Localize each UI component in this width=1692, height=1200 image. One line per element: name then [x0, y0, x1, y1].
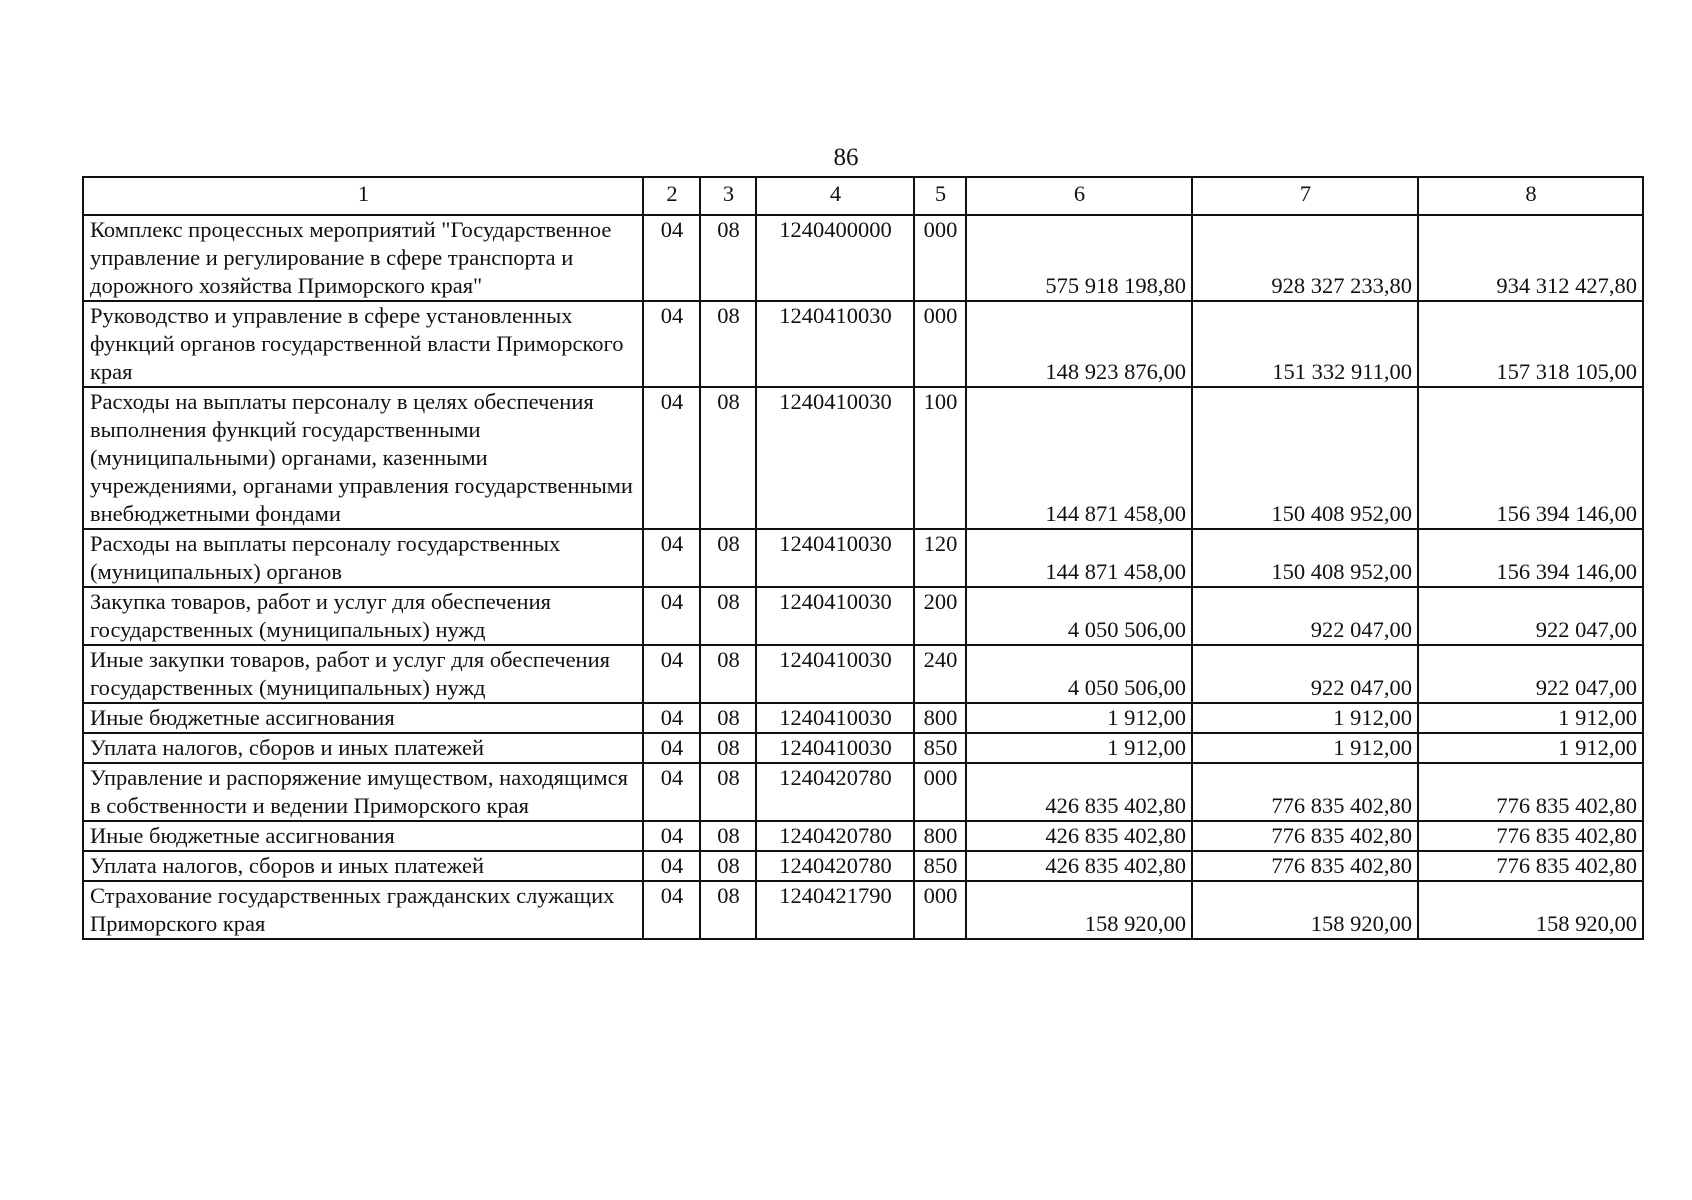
column-header-4: 4 [756, 177, 914, 215]
cell-amount-col7: 776 835 402,80 [1192, 763, 1418, 821]
cell-amount-col6: 426 835 402,80 [966, 763, 1192, 821]
cell-name: Расходы на выплаты персоналу в целях обеспечения выполнения функций государственными (муниципальными) органами, казенными учреждениями, органами управления государственными внебюджетными фондами [83, 387, 643, 529]
cell-target-article: 1240421790 [756, 881, 914, 939]
table-row [83, 851, 1643, 881]
cell-target-article: 1240410030 [756, 301, 914, 387]
header-row [83, 177, 1643, 215]
cell-subsection: 08 [700, 215, 756, 301]
cell-amount-col8: 776 835 402,80 [1418, 763, 1643, 821]
table-row [83, 645, 1643, 703]
cell-name: Страхование государственных гражданских служащих Приморского края [83, 881, 643, 939]
cell-subsection: 08 [700, 645, 756, 703]
cell-expense-type: 100 [914, 387, 966, 529]
cell-subsection: 08 [700, 387, 756, 529]
cell-amount-col8: 922 047,00 [1418, 587, 1643, 645]
cell-amount-col7: 922 047,00 [1192, 587, 1418, 645]
table-row [83, 881, 1643, 939]
cell-amount-col7: 151 332 911,00 [1192, 301, 1418, 387]
page-number: 86 [833, 144, 859, 171]
cell-amount-col8: 156 394 146,00 [1418, 529, 1643, 587]
cell-subsection: 08 [700, 587, 756, 645]
cell-amount-col8: 158 920,00 [1418, 881, 1643, 939]
cell-target-article: 1240410030 [756, 703, 914, 733]
cell-amount-col6: 4 050 506,00 [966, 587, 1192, 645]
cell-expense-type: 000 [914, 301, 966, 387]
cell-expense-type: 000 [914, 763, 966, 821]
cell-name: Уплата налогов, сборов и иных платежей [83, 733, 643, 763]
column-header-6: 6 [966, 177, 1192, 215]
cell-subsection: 08 [700, 821, 756, 851]
cell-amount-col8: 156 394 146,00 [1418, 387, 1643, 529]
cell-name: Расходы на выплаты персоналу государственных (муниципальных) органов [83, 529, 643, 587]
cell-expense-type: 000 [914, 215, 966, 301]
cell-amount-col8: 1 912,00 [1418, 703, 1643, 733]
cell-target-article: 1240410030 [756, 529, 914, 587]
cell-section: 04 [643, 587, 700, 645]
table-row [83, 215, 1643, 301]
cell-amount-col6: 144 871 458,00 [966, 387, 1192, 529]
cell-amount-col8: 934 312 427,80 [1418, 215, 1643, 301]
cell-target-article: 1240400000 [756, 215, 914, 301]
cell-amount-col7: 922 047,00 [1192, 645, 1418, 703]
cell-amount-col6: 4 050 506,00 [966, 645, 1192, 703]
cell-target-article: 1240420780 [756, 763, 914, 821]
cell-target-article: 1240410030 [756, 387, 914, 529]
cell-subsection: 08 [700, 703, 756, 733]
cell-amount-col6: 575 918 198,80 [966, 215, 1192, 301]
cell-name: Иные закупки товаров, работ и услуг для обеспечения государственных (муниципальных) нужд [83, 645, 643, 703]
cell-amount-col6: 158 920,00 [966, 881, 1192, 939]
cell-expense-type: 850 [914, 733, 966, 763]
table-body [83, 177, 1643, 939]
cell-name: Руководство и управление в сфере установленных функций органов государственной власти Приморского края [83, 301, 643, 387]
cell-target-article: 1240420780 [756, 821, 914, 851]
cell-amount-col7: 776 835 402,80 [1192, 851, 1418, 881]
cell-subsection: 08 [700, 301, 756, 387]
cell-section: 04 [643, 703, 700, 733]
cell-amount-col6: 1 912,00 [966, 733, 1192, 763]
cell-section: 04 [643, 645, 700, 703]
cell-name: Комплекс процессных мероприятий "Государственное управление и регулирование в сфере транспорта и дорожного хозяйства Приморского края" [83, 215, 643, 301]
cell-amount-col6: 148 923 876,00 [966, 301, 1192, 387]
cell-amount-col6: 426 835 402,80 [966, 851, 1192, 881]
cell-amount-col8: 922 047,00 [1418, 645, 1643, 703]
cell-expense-type: 800 [914, 821, 966, 851]
column-header-7: 7 [1192, 177, 1418, 215]
cell-target-article: 1240420780 [756, 851, 914, 881]
cell-section: 04 [643, 387, 700, 529]
cell-name: Иные бюджетные ассигнования [83, 821, 643, 851]
cell-amount-col7: 776 835 402,80 [1192, 821, 1418, 851]
cell-amount-col7: 928 327 233,80 [1192, 215, 1418, 301]
cell-amount-col6: 144 871 458,00 [966, 529, 1192, 587]
budget-table [82, 176, 1644, 940]
cell-section: 04 [643, 881, 700, 939]
cell-section: 04 [643, 301, 700, 387]
cell-amount-col7: 1 912,00 [1192, 703, 1418, 733]
cell-expense-type: 240 [914, 645, 966, 703]
column-header-5: 5 [914, 177, 966, 215]
column-header-8: 8 [1418, 177, 1643, 215]
cell-subsection: 08 [700, 733, 756, 763]
cell-target-article: 1240410030 [756, 587, 914, 645]
table-row [83, 821, 1643, 851]
cell-amount-col6: 426 835 402,80 [966, 821, 1192, 851]
column-header-1: 1 [83, 177, 643, 215]
column-header-3: 3 [700, 177, 756, 215]
cell-name: Закупка товаров, работ и услуг для обеспечения государственных (муниципальных) нужд [83, 587, 643, 645]
cell-subsection: 08 [700, 763, 756, 821]
table-row [83, 763, 1643, 821]
cell-amount-col6: 1 912,00 [966, 703, 1192, 733]
table-row [83, 587, 1643, 645]
table-row [83, 529, 1643, 587]
cell-section: 04 [643, 215, 700, 301]
cell-expense-type: 000 [914, 881, 966, 939]
table-row [83, 703, 1643, 733]
cell-amount-col7: 158 920,00 [1192, 881, 1418, 939]
cell-section: 04 [643, 529, 700, 587]
cell-expense-type: 800 [914, 703, 966, 733]
cell-section: 04 [643, 821, 700, 851]
column-header-2: 2 [643, 177, 700, 215]
cell-subsection: 08 [700, 529, 756, 587]
table-row [83, 733, 1643, 763]
cell-name: Уплата налогов, сборов и иных платежей [83, 851, 643, 881]
cell-expense-type: 200 [914, 587, 966, 645]
cell-section: 04 [643, 763, 700, 821]
cell-amount-col8: 157 318 105,00 [1418, 301, 1643, 387]
cell-name: Иные бюджетные ассигнования [83, 703, 643, 733]
cell-subsection: 08 [700, 881, 756, 939]
cell-amount-col7: 1 912,00 [1192, 733, 1418, 763]
cell-target-article: 1240410030 [756, 733, 914, 763]
cell-amount-col8: 776 835 402,80 [1418, 821, 1643, 851]
cell-expense-type: 850 [914, 851, 966, 881]
cell-amount-col8: 776 835 402,80 [1418, 851, 1643, 881]
cell-target-article: 1240410030 [756, 645, 914, 703]
cell-amount-col8: 1 912,00 [1418, 733, 1643, 763]
cell-subsection: 08 [700, 851, 756, 881]
cell-amount-col7: 150 408 952,00 [1192, 387, 1418, 529]
table-row [83, 387, 1643, 529]
table-row [83, 301, 1643, 387]
cell-section: 04 [643, 733, 700, 763]
cell-expense-type: 120 [914, 529, 966, 587]
cell-amount-col7: 150 408 952,00 [1192, 529, 1418, 587]
cell-section: 04 [643, 851, 700, 881]
cell-name: Управление и распоряжение имуществом, находящимся в собственности и ведении Приморского края [83, 763, 643, 821]
